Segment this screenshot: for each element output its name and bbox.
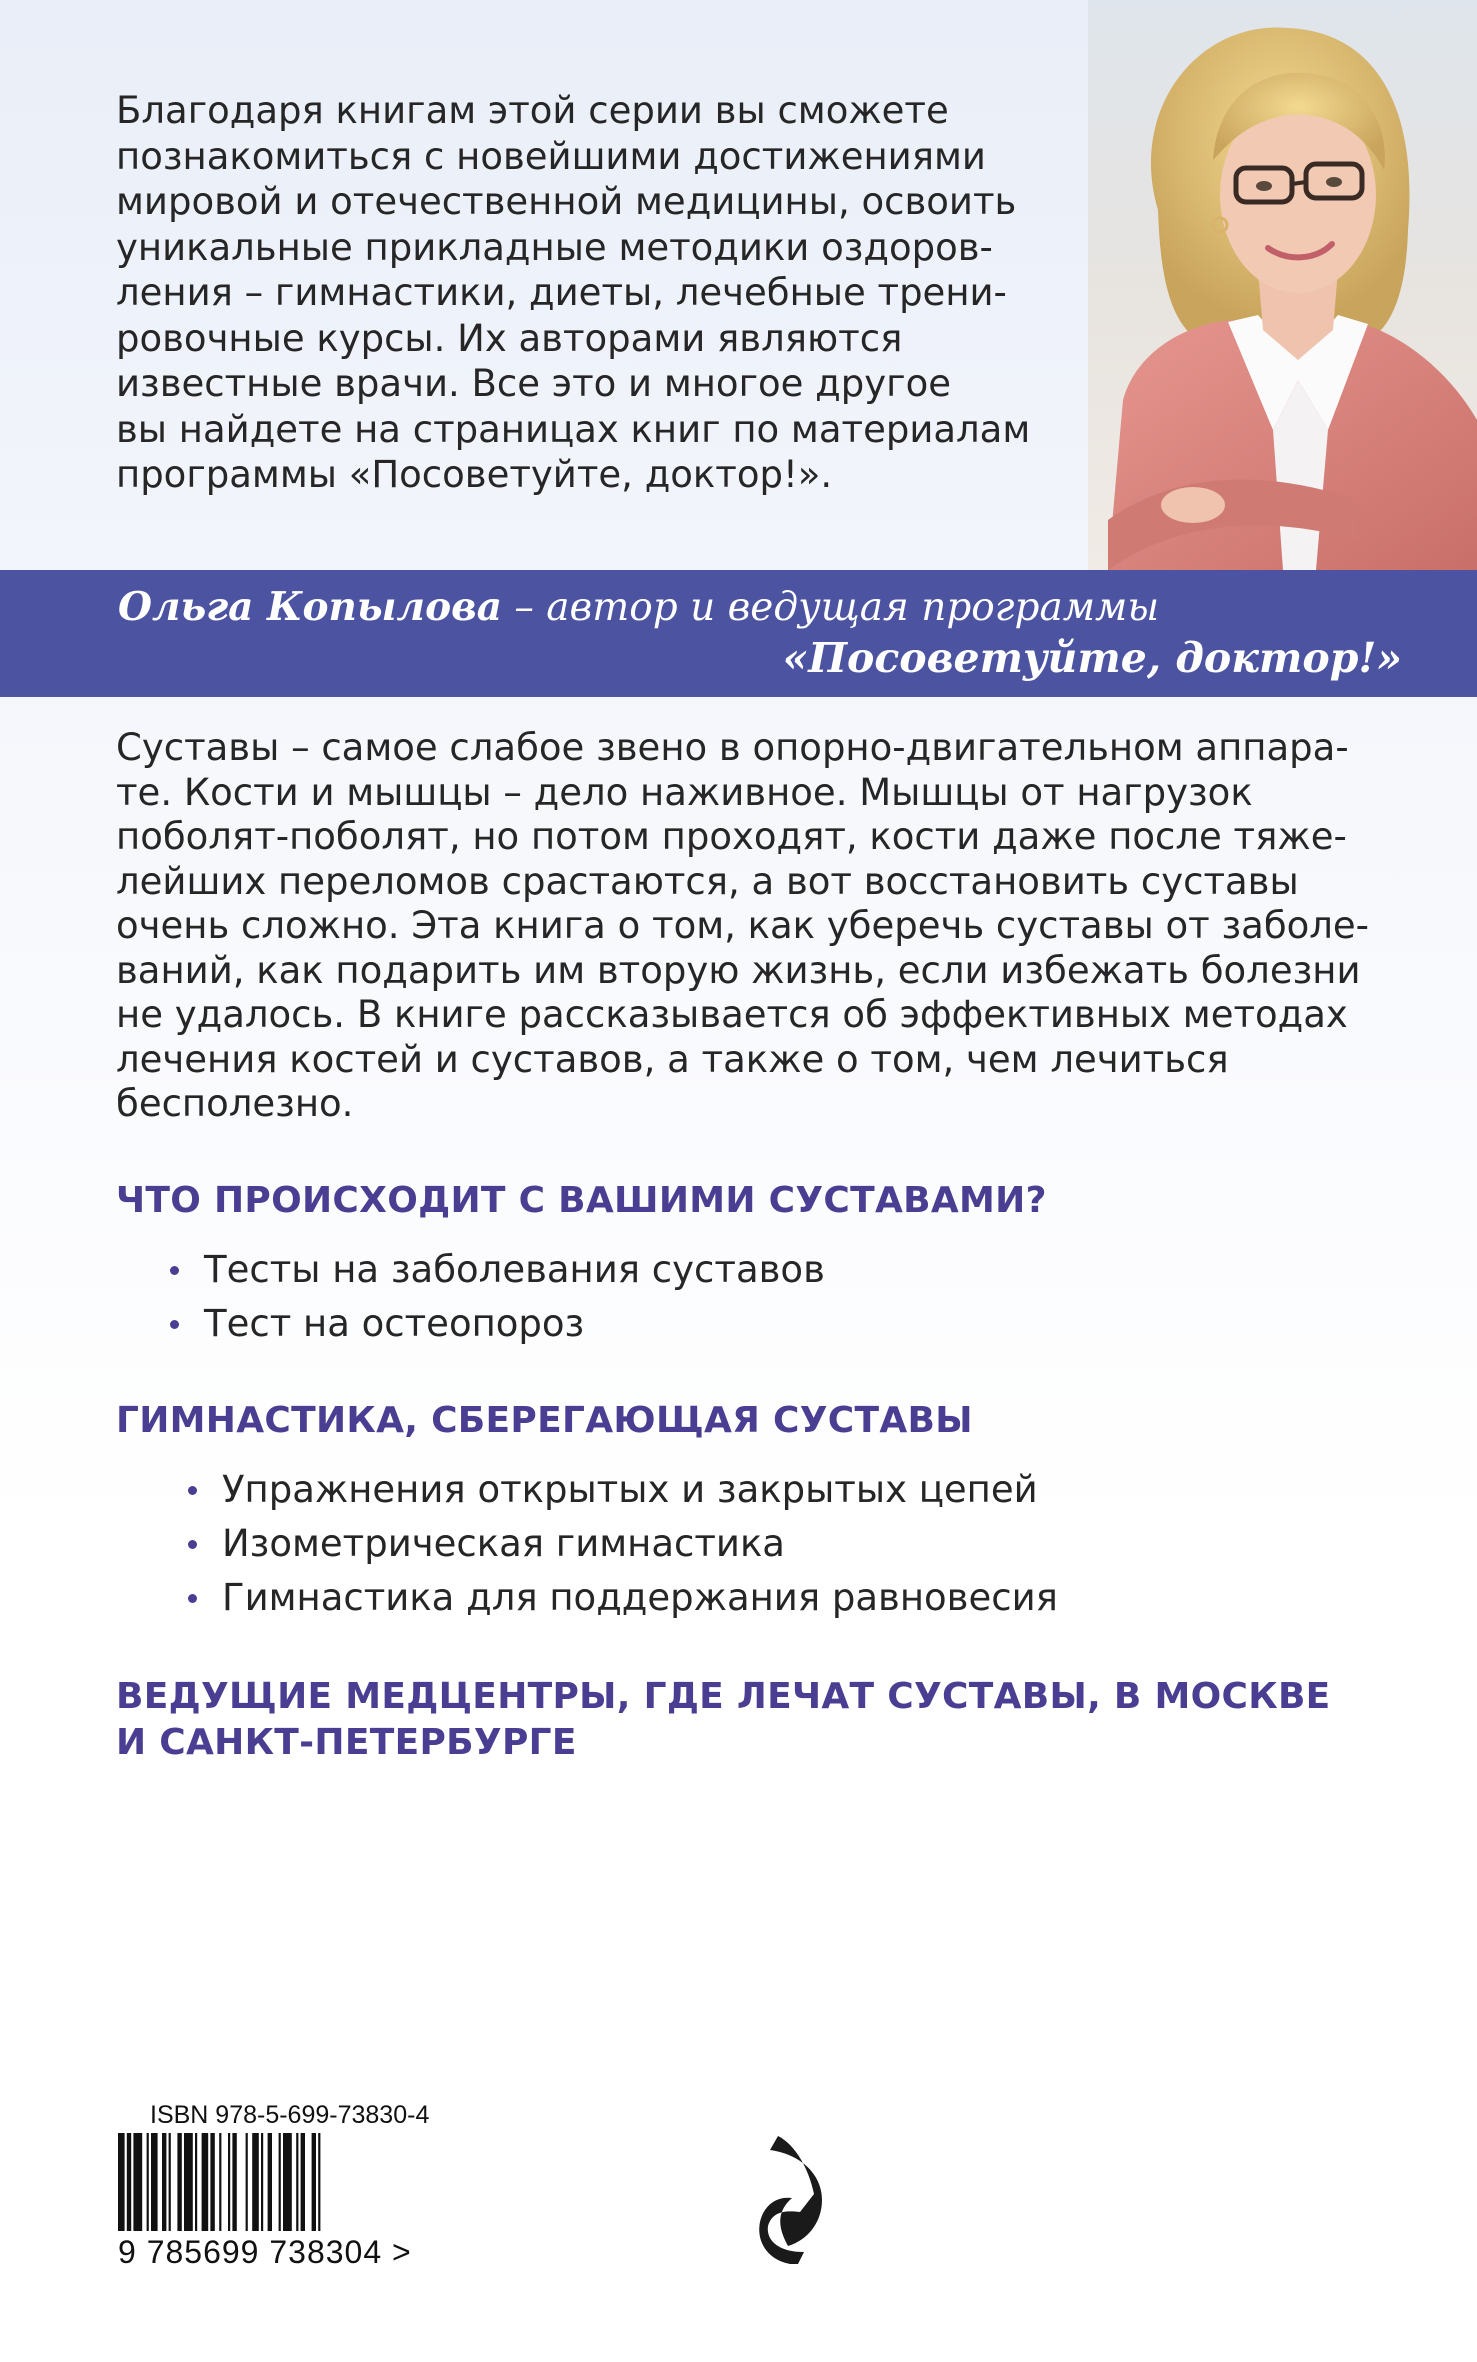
book-description: Суставы – самое слабое звено в опорно-двигательном аппара- те. Кости и мышцы – дело наживное. Мышцы от нагрузок поболят-поболят, но потом проходят, кости даже после тяже- лейших переломов срастаются, а вот восстановить суставы очень сложно. Эта книга о том, как уберечь суставы от заболе- ваний, как подарить им вторую жизнь, если избежать болезни не удалось. В книге рассказывается об эффективных методах лечения костей и суставов, а также о том, чем лечиться бесполезно. [116, 726, 1370, 1125]
intro-paragraph: Благодаря книгам этой серии вы сможете познакомиться с новейшими достижениями мировой и отечественной медицины, освоить уникальные прикладные методики оздоров- ления – гимнастики, диеты, лечебные трени- ровочные курсы. Их авторами являются известные врачи. Все это и многое другое вы найдете на страницах книг по материалам программы «Посоветуйте, доктор!». [116, 89, 1031, 496]
list-item [164, 1243, 825, 1297]
list-item [182, 1517, 1058, 1571]
bullet-icon [188, 1486, 197, 1495]
eksmo-logo-icon [748, 2130, 838, 2270]
section-list-joints-test [164, 1243, 825, 1351]
program-name: «Посоветуйте, доктор!» [782, 634, 1402, 682]
section-list-gymnastics [182, 1463, 1058, 1625]
list-item-text: Тесты на заболевания суставов [204, 1248, 825, 1291]
barcode-icon [118, 2133, 448, 2231]
author-name: Ольга Копылова [118, 584, 503, 630]
author-photo [1088, 0, 1477, 570]
bullet-icon [170, 1266, 179, 1275]
barcode-digits: 9 785699 738304 > [118, 2234, 412, 2270]
author-banner [0, 570, 1477, 697]
list-item [164, 1297, 825, 1351]
bullet-icon [188, 1594, 197, 1603]
list-item-text: Гимнастика для поддержания равновесия [222, 1576, 1058, 1619]
bullet-icon [188, 1540, 197, 1549]
section-heading-gymnastics: ГИМНАСТИКА, СБЕРЕГАЮЩАЯ СУСТАВЫ [116, 1400, 973, 1441]
list-item-text: Изометрическая гимнастика [222, 1522, 785, 1565]
list-item [182, 1571, 1058, 1625]
section-heading-medcenters: ВЕДУЩИЕ МЕДЦЕНТРЫ, ГДЕ ЛЕЧАТ СУСТАВЫ, В МОСКВЕ И САНКТ-ПЕТЕРБУРГЕ [116, 1676, 1331, 1763]
list-item-text: Упражнения открытых и закрытых цепей [222, 1468, 1038, 1511]
list-item-text: Тест на остеопороз [204, 1302, 585, 1345]
bullet-icon [170, 1320, 179, 1329]
section-heading-joints-test: ЧТО ПРОИСХОДИТ С ВАШИМИ СУСТАВАМИ? [116, 1180, 1047, 1221]
list-item [182, 1463, 1058, 1517]
author-portrait-illustration [1088, 0, 1477, 570]
isbn-label: ISBN 978-5-699-73830-4 [150, 2101, 430, 2129]
author-credit-line [118, 584, 1159, 630]
author-role: – автор и ведущая программы [502, 585, 1160, 630]
